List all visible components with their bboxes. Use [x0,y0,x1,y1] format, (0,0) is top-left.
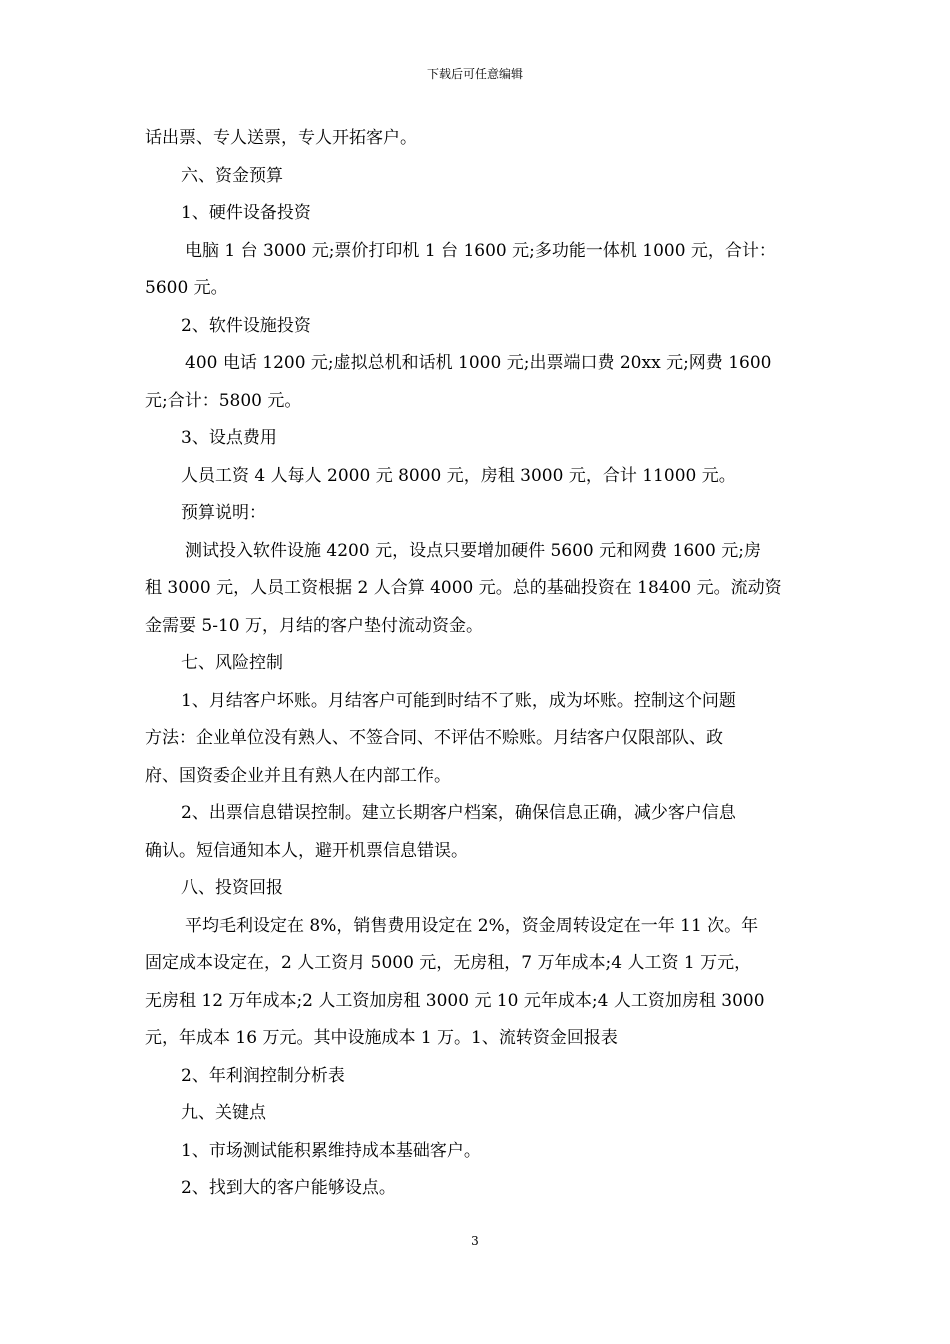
header-text: 下载后可任意编辑 [426,67,523,81]
page-footer [0,1233,950,1249]
text-line: 测试投入软件设施 4200 元，设点只要增加硬件 5600 元和网费 1600 元;房 [185,540,761,561]
text-line: 电脑 1 台 3000 元;票价打印机 1 台 1600 元;多功能一体机 1000 元，合计： [185,240,776,261]
text-line: 租 3000 元，人员工资根据 2 人合算 4000 元。总的基础投资在 18400 元。流动资 [145,578,782,598]
text-line: 400 电话 1200 元;虚拟总机和话机 1000 元;出票端口费 20xx 元;网费 1600 [185,353,772,373]
text-line: 八、投资回报 [181,878,283,898]
text-line: 人员工资 4 人每人 2000 元 8000 元，房租 3000 元，合计 11000 元。 [181,465,736,486]
text-line: 平均毛利设定在 8%，销售费用设定在 2%，资金周转设定在一年 11 次。年 [185,915,759,936]
text-line: 七、风险控制 [181,653,283,673]
text-line: 预算说明： [181,503,266,523]
text-line: 确认。短信通知本人，避开机票信息错误。 [145,840,468,861]
text-line: 固定成本设定在，2 人工资月 5000 元，无房租，7 万年成本;4 人工资 1 万元， [145,953,752,973]
text-line: 府、国资委企业并且有熟人在内部工作。 [145,765,451,786]
text-line: 5600 元。 [145,278,228,298]
text-line: 1、硬件设备投资 [181,203,311,223]
document-body [145,120,805,1208]
text-line: 2、找到大的客户能够设点。 [181,1178,396,1198]
text-line: 六、资金预算 [181,165,283,186]
text-line: 元;合计：5800 元。 [145,390,302,411]
text-line: 2、年利润控制分析表 [181,1065,345,1086]
text-line: 1、月结客户坏账。月结客户可能到时结不了账，成为坏账。控制这个问题 [181,690,736,711]
page-number: 3 [471,1234,479,1248]
text-line: 九、关键点 [181,1103,266,1123]
text-line: 元，年成本 16 万元。其中设施成本 1 万。1、流转资金回报表 [145,1028,618,1048]
text-line: 3、设点费用 [181,428,277,448]
text-line: 无房租 12 万年成本;2 人工资加房租 3000 元 10 元年成本;4 人工资加房租 3000 [145,990,765,1011]
text-line: 话出票、专人送票，专人开拓客户。 [145,128,417,148]
text-line: 2、软件设施投资 [181,315,311,336]
text-line: 1、市场测试能积累维持成本基础客户。 [181,1140,481,1161]
text-line: 2、出票信息错误控制。建立长期客户档案，确保信息正确，减少客户信息 [181,803,736,823]
page-header [0,66,950,82]
text-line: 金需要 5-10 万，月结的客户垫付流动资金。 [145,615,483,636]
text-line: 方法：企业单位没有熟人、不签合同、不评估不赊账。月结客户仅限部队、政 [145,728,723,748]
